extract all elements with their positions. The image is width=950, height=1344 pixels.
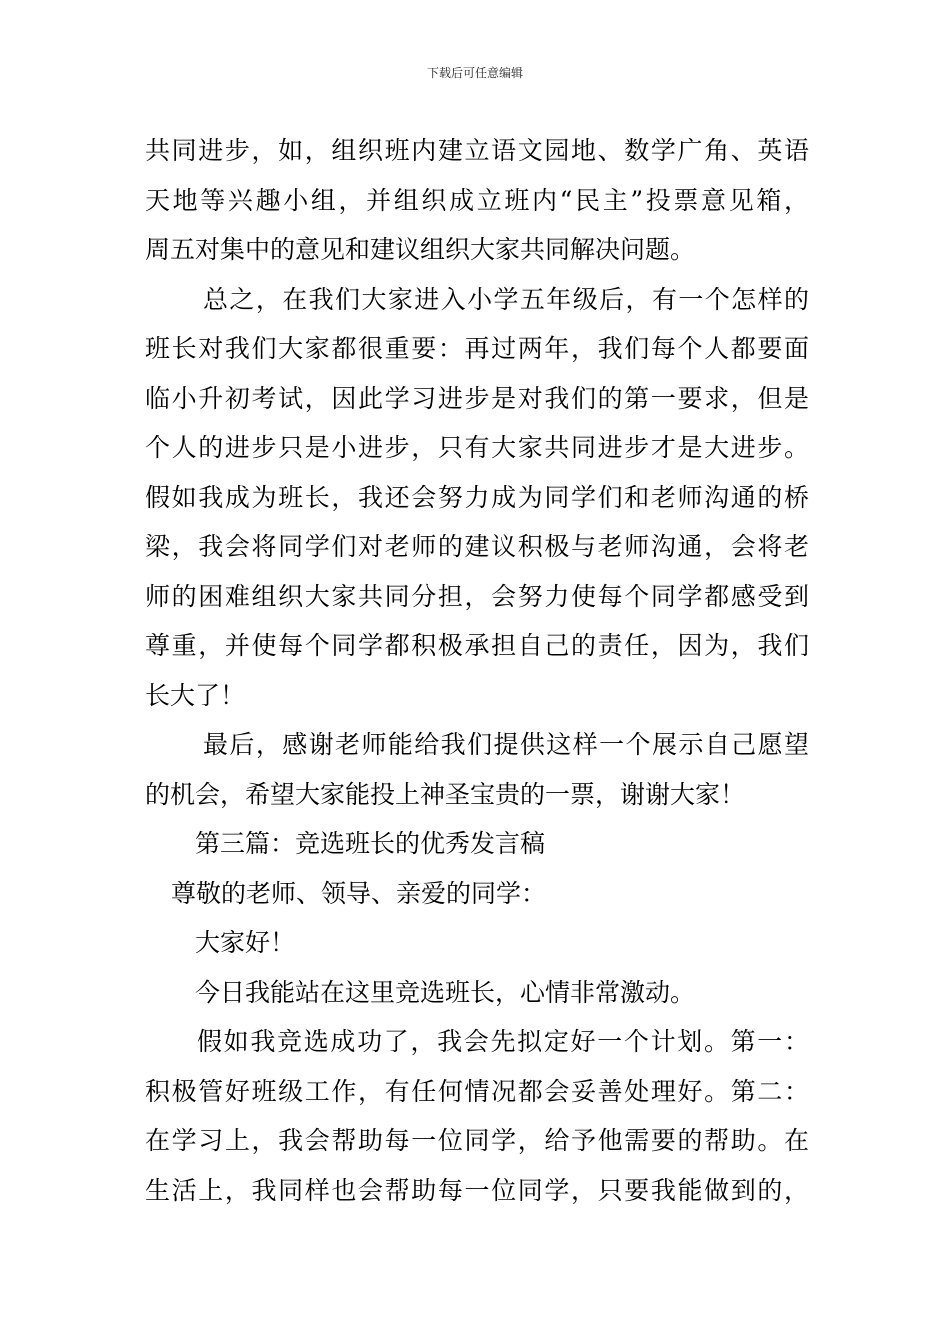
text-line: 假如我成为班长，我还会努力成为同学们和老师沟通的桥	[145, 482, 809, 512]
text-line: 总之，在我们大家进入小学五年级后，有一个怎样的	[203, 284, 809, 314]
section-title: 第三篇：竞选班长的优秀发言稿	[195, 829, 546, 858]
text-line: 尊重，并使每个同学都积极承担自己的责任，因为，我们	[145, 631, 809, 660]
text-line: 共同进步，如，组织班内建立语文园地、数学广角、英语	[145, 136, 809, 165]
text-line: 假如我竞选成功了，我会先拟定好一个计划。第一：	[197, 1027, 809, 1056]
text-line: 最后，感谢老师能给我们提供这样一个展示自己愿望	[203, 730, 809, 759]
greeting: 大家好！	[195, 928, 296, 957]
text-line: 的机会，希望大家能投上神圣宝贵的一票，谢谢大家！	[145, 779, 746, 809]
text-line: 周五对集中的意见和建议组织大家共同解决问题。	[145, 235, 696, 264]
salutation: 尊敬的老师、领导、亲爱的同学：	[171, 878, 547, 908]
text-line: 生活上，我同样也会帮助每一位同学，只要我能做到的，	[145, 1175, 809, 1205]
text-line: 班长对我们大家都很重要：再过两年，我们每个人都要面	[145, 334, 809, 363]
text-line: 个人的进步只是小进步，只有大家共同进步才是大进步。	[145, 433, 809, 462]
document-body	[145, 126, 809, 1215]
text-line: 积极管好班级工作，有任何情况都会妥善处理好。第二：	[145, 1076, 809, 1106]
text-line: 临小升初考试，因此学习进步是对我们的第一要求，但是	[145, 383, 809, 413]
text-line: 梁，我会将同学们对老师的建议积极与老师沟通，会将老	[145, 532, 809, 561]
text-line: 天地等兴趣小组，并组织成立班内“民主”投票意见箱，	[145, 185, 809, 215]
text-line: 今日我能站在这里竞选班长，心情非常激动。	[195, 977, 696, 1007]
text-line: 在学习上，我会帮助每一位同学，给予他需要的帮助。在	[145, 1126, 809, 1155]
text-line: 师的困难组织大家共同分担，会努力使每个同学都感受到	[145, 581, 809, 611]
text-line: 长大了！	[145, 680, 246, 710]
page-header: 下载后可任意编辑	[426, 66, 523, 80]
